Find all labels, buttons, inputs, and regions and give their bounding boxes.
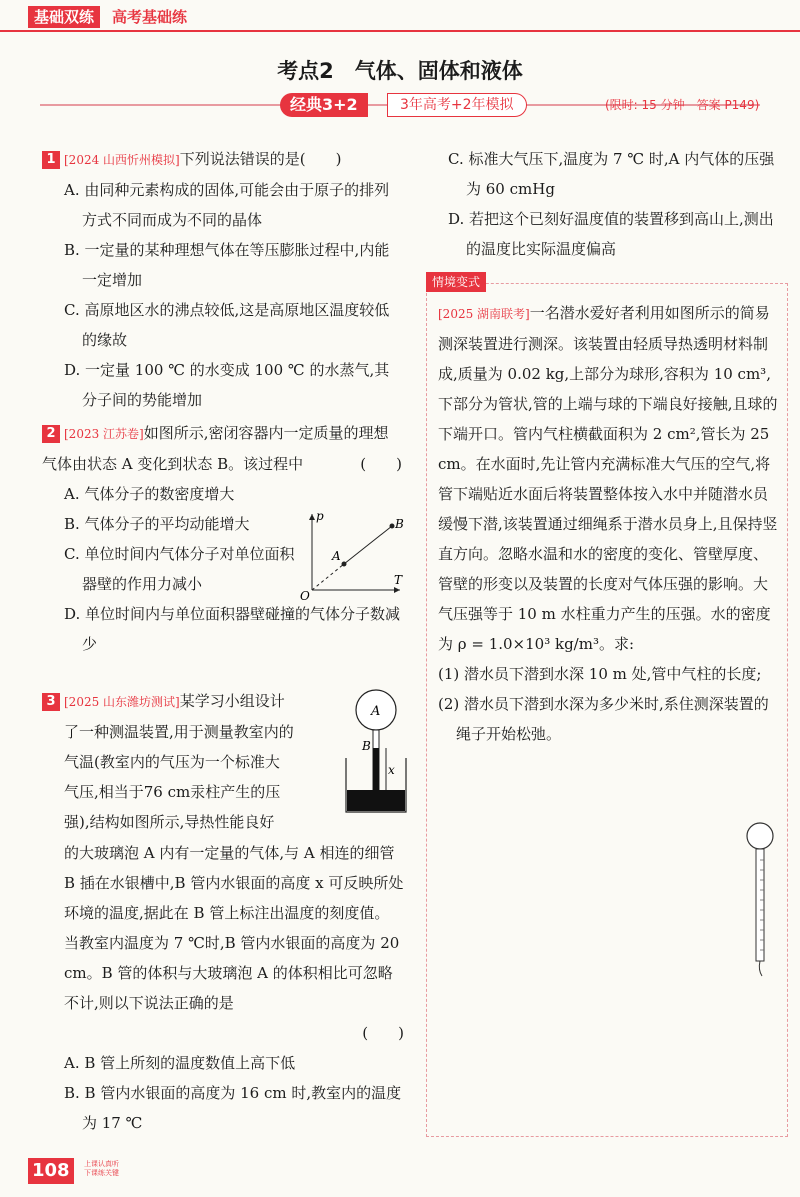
question-3-head: [42, 686, 342, 837]
header-tag-primary: 基础双练: [28, 6, 100, 28]
depth-gauge-figure: [740, 818, 784, 978]
q1-option-d: D. 一定量 100 ℃ 的水变成 100 ℃ 的水蒸气,其分子间的势能增加: [64, 361, 390, 409]
variant-question: [438, 298, 778, 749]
thermometer-figure: [336, 688, 410, 818]
header-tag-secondary: 高考基础练: [112, 8, 188, 26]
banner-time: (限时: 15 分钟 答案 P149): [605, 98, 760, 112]
variant-sub-2: (2) 潜水员下潜到水深为多少米时,系住测深装置的绳子开始松弛。: [438, 695, 769, 743]
p-label: p: [316, 509, 324, 523]
q1-option-c: C. 高原地区水的沸点较低,这是高原地区温度较低的缘故: [64, 301, 390, 349]
banner-right: 3年高考+2年模拟: [387, 93, 527, 117]
q1-source: [2024 山西忻州模拟]: [64, 153, 180, 167]
gauge-string: [759, 961, 762, 976]
variant-source: [2025 湖南联考]: [438, 307, 530, 321]
dashed-extension: [312, 564, 344, 590]
question-3-continued: [448, 144, 784, 264]
point-a: [342, 562, 347, 567]
page-title: 考点2 气体、固体和液体: [277, 59, 523, 83]
q2-stem: 如图所示,密闭容器内一定质量的理想气体由状态 A 变化到状态 B。该过程中: [42, 424, 389, 473]
gauge-bulb: [747, 823, 773, 849]
height-x-label: x: [388, 763, 395, 777]
a-label: A: [332, 549, 341, 563]
footer-slogan: 上课认真听 下课练关键: [84, 1160, 119, 1177]
tube-b-label: B: [362, 739, 371, 753]
q3-stem-line-4: 气压,相当于76 cm汞柱产生的压: [64, 783, 281, 801]
q2-option-b: B. 气体分子的平均动能增大: [64, 515, 250, 533]
q3-option-d: D. 若把这个已刻好温度值的装置移到高山上,测出的温度比实际温度偏高: [448, 210, 774, 258]
q3-option-a: A. B 管上所刻的温度数值上高下低: [64, 1054, 296, 1072]
q3-stem-line-2: 了一种测温装置,用于测量教室内的: [64, 723, 294, 741]
process-line: [344, 526, 392, 564]
q2-paren: ( ): [360, 455, 402, 473]
q3-paren: ( ): [362, 1024, 404, 1042]
b-label: B: [395, 517, 404, 531]
point-b: [390, 524, 395, 529]
q3-number: 3: [42, 693, 60, 711]
q2-option-c: C. 单位时间内气体分子对单位面积器壁的作用力减小: [64, 545, 295, 593]
page-number: 108: [28, 1158, 74, 1184]
t-axis-arrow: [394, 587, 400, 593]
q2-option-d: D. 单位时间内与单位面积器壁碰撞的气体分子数减少: [64, 605, 401, 653]
q3-source: [2025 山东潍坊测试]: [64, 695, 180, 709]
q3-option-b: B. B 管内水银面的高度为 16 cm 时,教室内的温度为 17 ℃: [64, 1084, 402, 1132]
pt-graph: [298, 508, 408, 600]
q1-stem: 下列说法错误的是( ): [179, 150, 342, 168]
q3-stem-line-1: 某学习小组设计: [179, 692, 285, 710]
t-label: T: [394, 573, 403, 587]
q3-stem-line-3: 气温(教室内的气压为一个标准大: [64, 753, 280, 771]
q2-option-a: A. 气体分子的数密度增大: [64, 485, 235, 503]
gauge-tube: [756, 849, 764, 961]
q2-number: 2: [42, 425, 60, 443]
origin-label: O: [300, 589, 310, 600]
variant-tag: 情境变式: [426, 272, 486, 292]
bulb-a-label: A: [371, 704, 381, 719]
q3-stem-line-5: 强),结构如图所示,导热性能良好: [64, 813, 275, 831]
question-1: [42, 144, 402, 415]
q1-number: 1: [42, 151, 60, 169]
q1-option-b: B. 一定量的某种理想气体在等压膨胀过程中,内能一定增加: [64, 241, 390, 289]
q3-option-c: C. 标准大气压下,温度为 7 ℃ 时,A 内气体的压强为 60 cmHg: [448, 150, 775, 198]
mercury-pool: [347, 790, 405, 811]
question-3-body: [64, 838, 404, 1138]
p-axis-arrow: [309, 514, 315, 520]
header-rule: [0, 30, 800, 32]
banner-left: 经典3+2: [280, 93, 368, 117]
q2-source: [2023 江苏卷]: [64, 427, 144, 441]
q3-body: 的大玻璃泡 A 内有一定量的气体,与 A 相连的细管 B 插在水银槽中,B 管内水银面的高度 x 可反映所处环境的温度,据此在 B 管上标注出温度的刻度值。当教室内温度为 7 ℃时,B 管内水银面的高度为 20 cm。B 管的体积与大玻璃泡 A 的体积相比可忽略不计,则以下说法正确的是: [64, 844, 404, 1012]
variant-text: 一名潜水爱好者利用如图所示的简易测深装置进行测深。该装置由轻质导热透明材料制成,质量为 0.02 kg,上部分为球形,容积为 10 cm³,下部分为管状,管的上端与球的下端良好接触,且球的下端开口。管内气柱横截面积为 2 cm²,管长为 25 cm。在水面时,先让管内充满标准大气压的空气,将管下端贴近水面后将装置整体按入水中并随潜水员缓慢下潜,该装置通过细绳系于潜水员身上,且保持竖直方向。忽略水温和水的密度的变化、管壁厚度、管壁的形变以及装置的长度对气体压强的影响。大气压强等于 10 m 水柱重力产生的压强。水的密度为 ρ = 1.0×10³ kg/m³。求:: [438, 304, 778, 653]
variant-sub-1: (1) 潜水员下潜到水深 10 m 处,管中气柱的长度;: [438, 665, 762, 683]
q1-option-a: A. 由同种元素构成的固体,可能会由于原子的排列方式不同而成为不同的晶体: [64, 181, 390, 229]
